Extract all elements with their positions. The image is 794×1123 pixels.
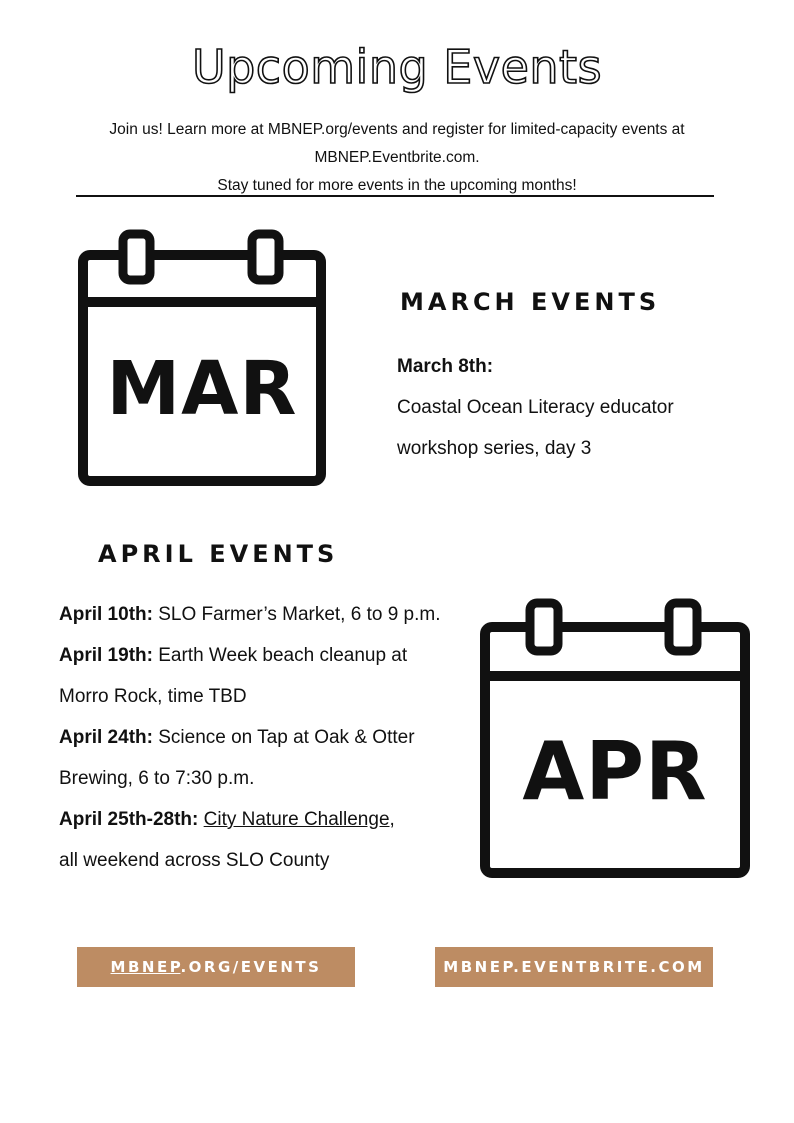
intro-line: MBNEP.Eventbrite.com. <box>314 149 480 166</box>
march-calendar-icon <box>78 228 326 488</box>
calendar-month-label: APR <box>522 725 708 818</box>
intro-line: Stay tuned for more events in the upcoming months! <box>217 177 577 194</box>
button-label-underlined: MBNEP <box>110 958 181 976</box>
event-date: March 8th: <box>397 356 494 377</box>
march-events-heading: MARCH EVENTS <box>400 288 661 316</box>
event-date: April 10th: <box>59 604 153 625</box>
button-label: .ORG/EVENTS <box>180 958 322 976</box>
event-date: April 19th: <box>59 645 153 666</box>
intro-line: Join us! Learn more at MBNEP.org/events and register for limited-capacity events at <box>109 121 685 138</box>
event-description: , <box>389 809 395 830</box>
city-nature-challenge-link[interactable]: City Nature Challenge <box>203 809 390 830</box>
calendar-month-label: MAR <box>106 346 298 432</box>
event-description: Earth Week beach cleanup at <box>152 645 408 666</box>
event-description: workshop series, day 3 <box>397 438 592 459</box>
event-description: all weekend across SLO County <box>59 850 330 871</box>
event-item <box>59 799 469 840</box>
event-item <box>59 594 469 635</box>
event-description: Science on Tap at Oak & Otter <box>152 727 415 748</box>
event-date: April 25th-28th: <box>59 809 199 830</box>
event-date: April 24th: <box>59 727 153 748</box>
event-description: Brewing, 6 to 7:30 p.m. <box>59 768 255 789</box>
event-item <box>59 717 469 758</box>
april-events-heading: APRIL EVENTS <box>98 540 339 568</box>
intro-text <box>60 116 734 200</box>
april-calendar-icon <box>480 597 750 879</box>
event-description: Morro Rock, time TBD <box>59 686 247 707</box>
march-event-list <box>397 346 717 469</box>
event-item <box>59 635 469 676</box>
divider <box>76 195 714 197</box>
event-description: Coastal Ocean Literacy educator <box>397 397 674 418</box>
mbnep-events-link-button[interactable] <box>77 947 355 987</box>
eventbrite-link-button[interactable]: MBNEP.EVENTBRITE.COM <box>435 947 713 987</box>
april-event-list <box>59 594 469 881</box>
event-description: SLO Farmer’s Market, 6 to 9 p.m. <box>152 604 441 625</box>
page-title: Upcoming Events <box>191 40 603 94</box>
